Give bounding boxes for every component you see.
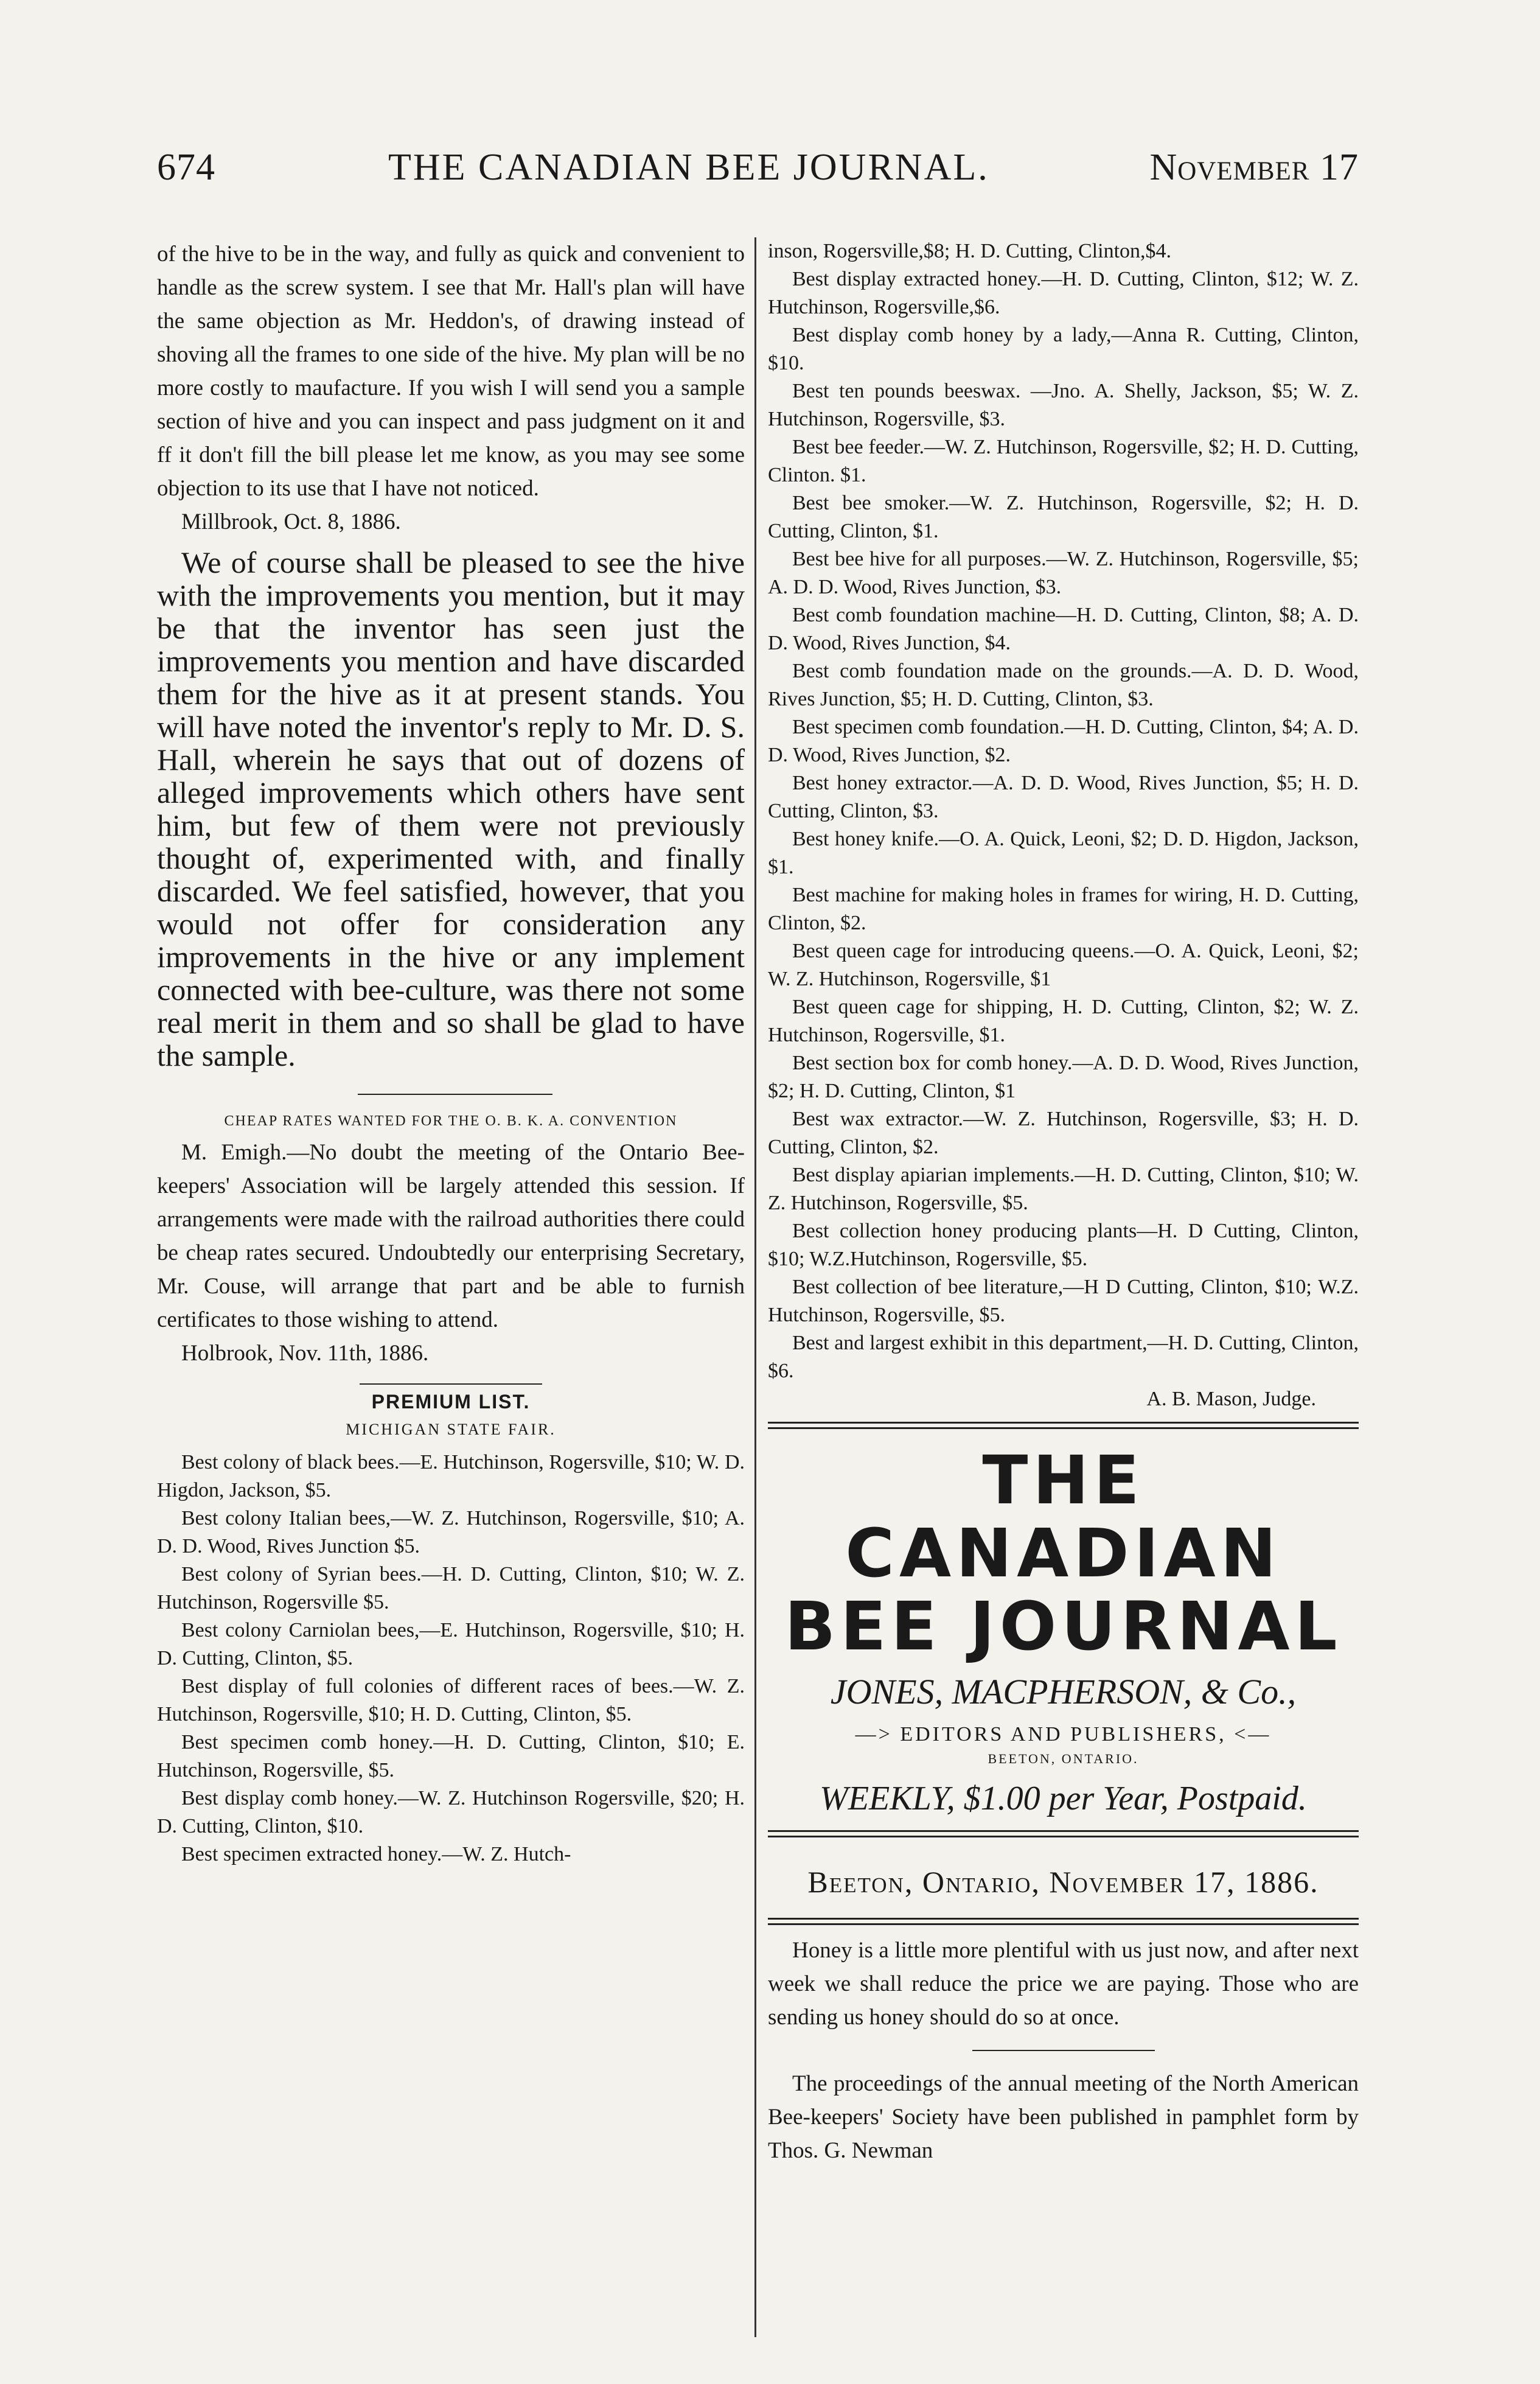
editor-reply: We of course shall be pleased to see the hive with the improvements you mention, but it may be that the inventor has seen just the improvements you mention and have discarded them for the hive as it at present stands. You will have noted the inventor's reply to Mr. D. S. Hall, wherein he says that out of dozens of alleged improvements which others have sent him, but few of them were not previously thought of, experimented with, and finally discarded. We feel satisfied, however, that you would not offer for consideration any improvements in the hive or any implement connected with bee-culture, was there not some real merit in them and so shall be glad to have the sample. (157, 545, 745, 1072)
arrow-right-icon: —> (855, 1723, 893, 1746)
page-number: 674 (157, 147, 215, 188)
divider (360, 1383, 542, 1385)
letter-signoff: Millbrook, Oct. 8, 1886. (181, 509, 401, 534)
premium-item: inson, Rogersville,$8; H. D. Cutting, Clinton,$4. (768, 240, 1172, 262)
premium-item: Best wax extractor.—W. Z. Hutchinson, Rogersville, $3; H. D. Cutting, Clinton, $2. (768, 1108, 1359, 1158)
premium-item: Best specimen comb foundation.—H. D. Cutting, Clinton, $4; A. D. D. Wood, Rives Junction, $2. (768, 716, 1359, 766)
arrow-left-icon: <— (1234, 1723, 1272, 1746)
premium-item: Best bee smoker.—W. Z. Hutchinson, Rogersville, $2; H. D. Cutting, Clinton, $1. (768, 492, 1359, 542)
premium-item: Best colony Carniolan bees,—E. Hutchinson, Rogersville, $10; H. D. Cutting, Clinton, $5. (157, 1619, 745, 1669)
right-column (768, 237, 1359, 2167)
double-rule (768, 1830, 1359, 1837)
left-column (157, 237, 745, 1868)
journal-title: THE CANADIAN BEE JOURNAL. (388, 147, 989, 188)
premium-item: Best comb foundation machine—H. D. Cutting, Clinton, $8; A. D. D. Wood, Rives Junction, $4. (768, 604, 1359, 654)
rates-heading: CHEAP RATES WANTED FOR THE O. B. K. A. CONVENTION (224, 1113, 678, 1129)
premium-heading: PREMIUM LIST. (371, 1391, 531, 1413)
divider (358, 1094, 552, 1095)
premium-item: Best specimen comb honey.—H. D. Cutting, Clinton, $10; E. Hutchinson, Rogersville, $5. (157, 1731, 745, 1781)
premium-item: Best bee hive for all purposes.—W. Z. Hutchinson, Rogersville, $5; A. D. D. Wood, Rives Junction, $3. (768, 548, 1359, 598)
premium-subheading: MICHIGAN STATE FAIR. (346, 1421, 556, 1438)
column-divider (754, 237, 756, 2337)
premium-item: Best honey knife.—O. A. Quick, Leoni, $2; D. D. Higdon, Jackson, $1. (768, 828, 1359, 878)
premium-item: Best and largest exhibit in this department,—H. D. Cutting, Clinton, $6. (768, 1332, 1359, 1382)
premium-item: Best colony Italian bees,—W. Z. Hutchinson, Rogersville, $10; A. D. D. Wood, Rives Junction $5. (157, 1507, 745, 1557)
rates-signoff: Holbrook, Nov. 11th, 1886. (181, 1341, 429, 1366)
notice-proceedings: The proceedings of the annual meeting of the North American Bee-keepers' Society have been published in pamphlet form by Thos. G. Newman (768, 2071, 1359, 2163)
double-rule (768, 1422, 1359, 1429)
premium-item: Best bee feeder.—W. Z. Hutchinson, Rogersville, $2; H. D. Cutting, Clinton. $1. (768, 436, 1359, 486)
issue-date: November 17 (1149, 147, 1359, 188)
judge-signature: A. B. Mason, Judge. (1146, 1388, 1316, 1410)
masthead-place: BEETON, ONTARIO. (988, 1751, 1139, 1766)
premium-item: Best colony of black bees.—E. Hutchinson, Rogersville, $10; W. D. Higdon, Jackson, $5. (157, 1451, 745, 1501)
dateline: Beeton, Ontario, November 17, 1886. (807, 1865, 1319, 1899)
double-rule (768, 1918, 1359, 1925)
premium-item: Best display apiarian implements.—H. D. Cutting, Clinton, $10; W. Z. Hutchinson, Rogersville, $5. (768, 1164, 1359, 1214)
notice-honey: Honey is a little more plentiful with us just now, and after next week we shall reduce the price we are paying. Those who are sending us honey should do so at once. (768, 1938, 1359, 2030)
premium-item: Best display extracted honey.—H. D. Cutting, Clinton, $12; W. Z. Hutchinson, Rogersville,$6. (768, 268, 1359, 318)
premium-item: Best collection honey producing plants—H. D Cutting, Clinton, $10; W.Z.Hutchinson, Rogersville, $5. (768, 1220, 1359, 1270)
premium-item: Best queen cage for shipping, H. D. Cutting, Clinton, $2; W. Z. Hutchinson, Rogersville, $1. (768, 996, 1359, 1046)
rates-text: M. Emigh.—No doubt the meeting of the Ontario Bee-keepers' Association will be largely attended this session. If arrangements were made with the railroad authorities there could be cheap rates secured. Undoubtedly our enterprising Secretary, Mr. Couse, will arrange that part and be able to furnish certificates to those wishing to attend. (157, 1140, 745, 1332)
premium-item: Best section box for comb honey.—A. D. D. Wood, Rives Junction, $2; H. D. Cutting, Clinton, $1 (768, 1052, 1359, 1102)
divider (972, 2050, 1155, 2051)
premium-item: Best queen cage for introducing queens.—O. A. Quick, Leoni, $2; W. Z. Hutchinson, Rogersville, $1 (768, 940, 1359, 990)
premium-item: Best ten pounds beeswax. —Jno. A. Shelly, Jackson, $5; W. Z. Hutchinson, Rogersville, $3. (768, 380, 1359, 430)
masthead-publishers: JONES, MACPHERSON, & Co., (830, 1672, 1297, 1711)
page-header (157, 146, 1359, 195)
letter-text: of the hive to be in the way, and fully as quick and convenient to handle as the screw system. I see that Mr. Hall's plan will have the same objection as Mr. Heddon's, of drawing instead of shoving all the frames to one side of the hive. My plan will be no more costly to maufacture. If you wish I will send you a sample section of hive and you can inspect and pass judgment on it and ff it don't fill the bill please let me know, as you may see some objection to its use that I have not noticed. (157, 242, 745, 501)
masthead-title: THE CANADIAN BEE JOURNAL (784, 1441, 1342, 1665)
premium-item: Best specimen extracted honey.—W. Z. Hutch- (181, 1843, 571, 1865)
premium-item: Best display comb honey by a lady,—Anna R. Cutting, Clinton, $10. (768, 324, 1359, 374)
masthead-editors: —> EDITORS AND PUBLISHERS, <— (855, 1723, 1272, 1746)
masthead-price: WEEKLY, $1.00 per Year, Postpaid. (820, 1780, 1307, 1817)
premium-item: Best display of full colonies of different races of bees.—W. Z. Hutchinson, Rogersville, $10; H. D. Cutting, Clinton, $5. (157, 1675, 745, 1725)
premium-item: Best comb foundation made on the grounds.—A. D. D. Wood, Rives Junction, $5; H. D. Cutting, Clinton, $3. (768, 660, 1359, 710)
premium-item: Best machine for making holes in frames for wiring, H. D. Cutting, Clinton, $2. (768, 884, 1359, 934)
premium-item: Best collection of bee literature,—H D Cutting, Clinton, $10; W.Z. Hutchinson, Rogersville, $5. (768, 1276, 1359, 1326)
premium-item: Best colony of Syrian bees.—H. D. Cutting, Clinton, $10; W. Z. Hutchinson, Rogersville $5. (157, 1563, 745, 1613)
premium-item: Best honey extractor.—A. D. D. Wood, Rives Junction, $5; H. D. Cutting, Clinton, $3. (768, 772, 1359, 822)
premium-item: Best display comb honey.—W. Z. Hutchinson Rogersville, $20; H. D. Cutting, Clinton, $10. (157, 1787, 745, 1837)
